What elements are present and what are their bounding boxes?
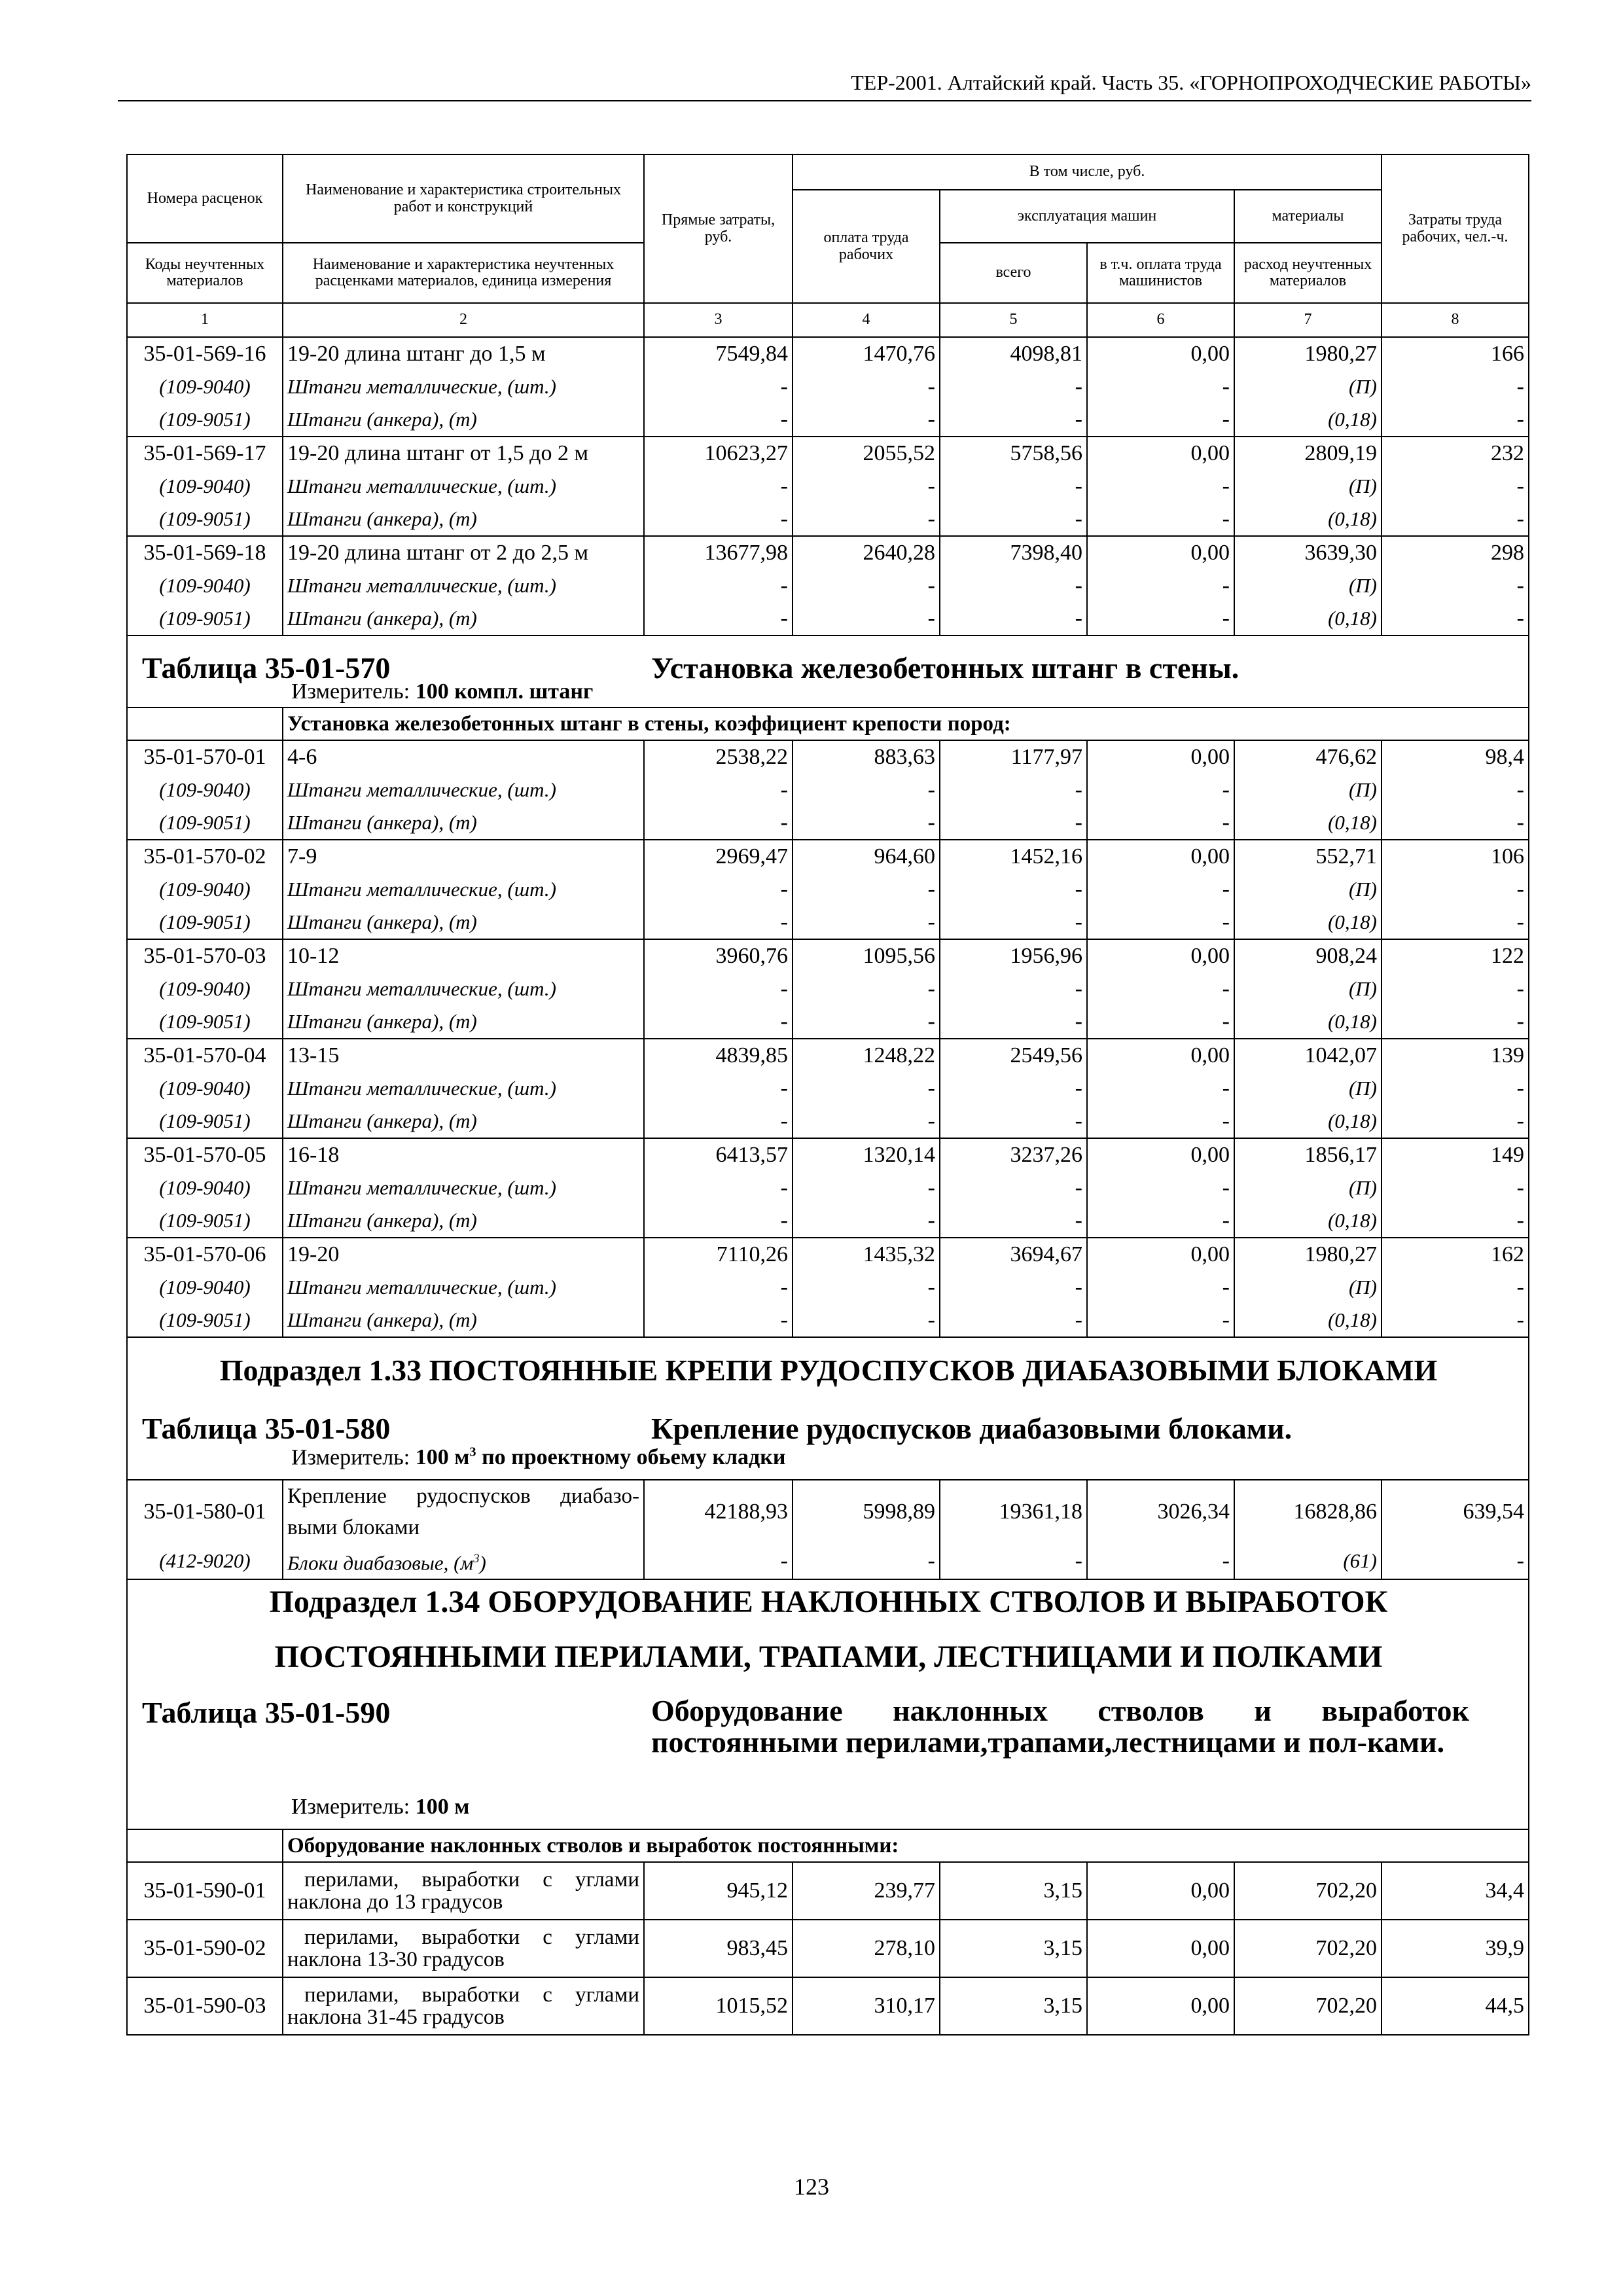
- value-cell: 1956,96: [940, 939, 1087, 973]
- col-total: всего: [940, 243, 1087, 303]
- table-580-label: Таблица 35-01-580: [142, 1412, 391, 1445]
- material-consumption: (П): [1234, 470, 1382, 503]
- subsection-133: [127, 1337, 1529, 1480]
- rate-row-580: 35-01-580-01 Крепление рудоспусков диабазо-выми блоками 42188,93 5998,89 19361,18 3026,34 16828,86 639,54 (412-9020) Блоки диабазовые, $(м^3)$ - - - - (61) -: [127, 1480, 1529, 1579]
- material-code: (109-9051): [127, 806, 283, 840]
- material-consumption: (П): [1234, 1271, 1382, 1304]
- rate-name: 7-9: [283, 840, 644, 873]
- dash-cell: -: [1382, 1005, 1529, 1039]
- col-mat-names: Наименование и характеристика неучтенных расценками материалов, единица измерения: [283, 243, 644, 303]
- material-code: (109-9040): [127, 1072, 283, 1105]
- col-mat-codes: Коды неучтенных материалов: [127, 243, 283, 303]
- dash-cell: -: [1382, 470, 1529, 503]
- material-consumption: (П): [1234, 569, 1382, 602]
- material-name: Блоки диабазовые, $(м^3)$: [283, 1543, 644, 1579]
- dash-cell: -: [644, 1204, 793, 1238]
- dash-cell: -: [793, 503, 940, 536]
- material-name: Штанги металлические, (шт.): [283, 873, 644, 906]
- value-cell: 2055,52: [793, 437, 940, 470]
- dash-cell: -: [644, 403, 793, 437]
- dash-cell: -: [940, 403, 1087, 437]
- rate-name: перилами, выработки с углами наклона до 13 градусов: [283, 1862, 644, 1920]
- material-consumption: (0,18): [1234, 403, 1382, 437]
- dash-cell: -: [1087, 873, 1234, 906]
- dash-cell: -: [793, 906, 940, 939]
- dash-cell: -: [1087, 503, 1234, 536]
- dash-cell: -: [1087, 470, 1234, 503]
- dash-cell: -: [940, 973, 1087, 1005]
- material-code: (109-9051): [127, 1204, 283, 1238]
- material-name: Штанги металлические, (шт.): [283, 1072, 644, 1105]
- value-cell: 0,00: [1087, 939, 1234, 973]
- value-cell: 0,00: [1087, 337, 1234, 370]
- table-header: [127, 154, 1529, 337]
- dash-cell: -: [940, 503, 1087, 536]
- dash-cell: -: [644, 569, 793, 602]
- material-code: (109-9040): [127, 973, 283, 1005]
- col-unaccounted-mat: расход неучтенных материалов: [1234, 243, 1382, 303]
- value-cell: 476,62: [1234, 740, 1382, 774]
- value-cell: 149: [1382, 1138, 1529, 1172]
- table-570-heading: [127, 636, 1529, 740]
- material-name: Штанги (анкера), (т): [283, 602, 644, 636]
- value-cell: 34,4: [1382, 1862, 1529, 1920]
- material-code: (109-9040): [127, 1172, 283, 1204]
- col-direct-costs: Прямые затраты, руб.: [644, 154, 793, 303]
- dash-cell: -: [1382, 503, 1529, 536]
- dash-cell: -: [1087, 973, 1234, 1005]
- rate-code: 35-01-570-05: [127, 1138, 283, 1172]
- rate-code: 35-01-570-04: [127, 1039, 283, 1072]
- dash-cell: -: [1087, 569, 1234, 602]
- dash-cell: -: [940, 1005, 1087, 1039]
- table-590-meter: Измеритель: 100 м: [291, 1795, 470, 1820]
- dash-cell: -: [644, 806, 793, 840]
- value-cell: 106: [1382, 840, 1529, 873]
- value-cell: 983,45: [644, 1920, 793, 1977]
- dash-cell: -: [940, 873, 1087, 906]
- material-consumption: (П): [1234, 370, 1382, 403]
- page-number: 123: [794, 2174, 829, 2200]
- value-cell: 945,12: [644, 1862, 793, 1920]
- dash-cell: -: [644, 973, 793, 1005]
- rate-row-group: [127, 740, 1529, 840]
- rates-table: [126, 154, 1529, 2036]
- material-name: Штанги металлические, (шт.): [283, 1271, 644, 1304]
- dash-cell: -: [940, 470, 1087, 503]
- dash-cell: -: [793, 1105, 940, 1138]
- value-cell: 1980,27: [1234, 337, 1382, 370]
- rate-name: 19-20 длина штанг от 1,5 до 2 м: [283, 437, 644, 470]
- value-cell: 2549,56: [940, 1039, 1087, 1072]
- dash-cell: -: [1087, 774, 1234, 806]
- value-cell: 98,4: [1382, 740, 1529, 774]
- value-cell: 2538,22: [644, 740, 793, 774]
- rate-row-group: [127, 840, 1529, 939]
- material-name: Штанги металлические, (шт.): [283, 470, 644, 503]
- col-labor-costs: Затраты труда рабочих, чел.-ч.: [1382, 154, 1529, 303]
- value-cell: 232: [1382, 437, 1529, 470]
- value-cell: 278,10: [793, 1920, 940, 1977]
- rate-code: 35-01-570-03: [127, 939, 283, 973]
- material-consumption: (П): [1234, 774, 1382, 806]
- dash-cell: -: [1087, 1072, 1234, 1105]
- dash-cell: -: [940, 806, 1087, 840]
- material-code: (109-9051): [127, 1105, 283, 1138]
- table-570-meter: Измеритель: 100 компл. штанг: [291, 679, 594, 704]
- rate-row-group: [127, 1039, 1529, 1138]
- rate-name: перилами, выработки с углами наклона 13-30 градусов: [283, 1920, 644, 1977]
- material-consumption: (0,18): [1234, 906, 1382, 939]
- material-code: (109-9051): [127, 906, 283, 939]
- dash-cell: -: [793, 370, 940, 403]
- material-name: Штанги (анкера), (т): [283, 403, 644, 437]
- material-code: (109-9051): [127, 403, 283, 437]
- rate-row-group: [127, 1238, 1529, 1337]
- dash-cell: -: [793, 1005, 940, 1039]
- material-consumption: (0,18): [1234, 1005, 1382, 1039]
- value-cell: 239,77: [793, 1862, 940, 1920]
- dash-cell: -: [1087, 1304, 1234, 1337]
- rate-name: 4-6: [283, 740, 644, 774]
- dash-cell: -: [644, 873, 793, 906]
- subsection-134: [127, 1579, 1529, 1862]
- value-cell: 6413,57: [644, 1138, 793, 1172]
- value-cell: 1980,27: [1234, 1238, 1382, 1271]
- table-570-label: Таблица 35-01-570: [142, 651, 391, 685]
- dash-cell: -: [1382, 873, 1529, 906]
- dash-cell: -: [940, 1304, 1087, 1337]
- value-cell: 1320,14: [793, 1138, 940, 1172]
- material-consumption: (П): [1234, 1072, 1382, 1105]
- dash-cell: -: [793, 470, 940, 503]
- dash-cell: -: [1087, 806, 1234, 840]
- dash-cell: -: [1382, 403, 1529, 437]
- dash-cell: -: [644, 602, 793, 636]
- material-code: (109-9040): [127, 470, 283, 503]
- rate-row-group: [127, 536, 1529, 636]
- dash-cell: -: [1382, 973, 1529, 1005]
- material-name: Штанги металлические, (шт.): [283, 973, 644, 1005]
- rate-code: 35-01-570-06: [127, 1238, 283, 1271]
- rate-code: 35-01-570-01: [127, 740, 283, 774]
- value-cell: 0,00: [1087, 437, 1234, 470]
- dash-cell: -: [1382, 1204, 1529, 1238]
- material-consumption: (П): [1234, 1172, 1382, 1204]
- dash-cell: -: [793, 569, 940, 602]
- rate-code: 35-01-569-17: [127, 437, 283, 470]
- value-cell: 1248,22: [793, 1039, 940, 1072]
- col-rate-no: Номера расценок: [127, 154, 283, 243]
- value-cell: 1452,16: [940, 840, 1087, 873]
- material-name: Штанги металлические, (шт.): [283, 370, 644, 403]
- value-cell: 3237,26: [940, 1138, 1087, 1172]
- material-name: Штанги (анкера), (т): [283, 503, 644, 536]
- dash-cell: -: [1382, 1105, 1529, 1138]
- dash-cell: -: [644, 1271, 793, 1304]
- rate-row-group: [127, 1138, 1529, 1238]
- dash-cell: -: [644, 1072, 793, 1105]
- col-machinist-pay: в т.ч. оплата труда машинистов: [1087, 243, 1234, 303]
- material-code: (109-9040): [127, 774, 283, 806]
- value-cell: 1177,97: [940, 740, 1087, 774]
- material-code: (109-9051): [127, 1304, 283, 1337]
- value-cell: 4098,81: [940, 337, 1087, 370]
- rate-name: перилами, выработки с углами наклона 31-45 градусов: [283, 1977, 644, 2035]
- value-cell: 552,71: [1234, 840, 1382, 873]
- rate-name: 16-18: [283, 1138, 644, 1172]
- rate-name: 19-20 длина штанг до 1,5 м: [283, 337, 644, 370]
- subsection-134-line2: ПОСТОЯННЫМИ ПЕРИЛАМИ, ТРАПАМИ, ЛЕСТНИЦАМИ И ПОЛКАМИ: [274, 1640, 1383, 1675]
- rate-code: 35-01-590-03: [127, 1977, 283, 2035]
- value-cell: 162: [1382, 1238, 1529, 1271]
- material-consumption: (0,18): [1234, 806, 1382, 840]
- material-consumption: (0,18): [1234, 1304, 1382, 1337]
- value-cell: 166: [1382, 337, 1529, 370]
- table-590-group-head: Оборудование наклонных стволов и выработок постоянными:: [283, 1829, 1529, 1862]
- dash-cell: -: [793, 602, 940, 636]
- value-cell: 964,60: [793, 840, 940, 873]
- material-consumption: (П): [1234, 973, 1382, 1005]
- dash-cell: -: [940, 1072, 1087, 1105]
- value-cell: 1856,17: [1234, 1138, 1382, 1172]
- material-code: (109-9040): [127, 873, 283, 906]
- dash-cell: -: [644, 1172, 793, 1204]
- rate-name: 19-20: [283, 1238, 644, 1271]
- dash-cell: -: [793, 873, 940, 906]
- material-code: (109-9051): [127, 1005, 283, 1039]
- value-cell: 0,00: [1087, 536, 1234, 569]
- material-name: Штанги металлические, (шт.): [283, 774, 644, 806]
- rate-code: 35-01-570-02: [127, 840, 283, 873]
- material-name: Штанги металлические, (шт.): [283, 569, 644, 602]
- dash-cell: -: [1382, 602, 1529, 636]
- rate-row-group: [127, 437, 1529, 536]
- value-cell: 0,00: [1087, 1862, 1234, 1920]
- value-cell: 39,9: [1382, 1920, 1529, 1977]
- dash-cell: -: [940, 1105, 1087, 1138]
- dash-cell: -: [793, 403, 940, 437]
- value-cell: 1095,56: [793, 939, 940, 973]
- dash-cell: -: [1382, 1072, 1529, 1105]
- value-cell: 2969,47: [644, 840, 793, 873]
- dash-cell: -: [1087, 1204, 1234, 1238]
- rate-name: Крепление рудоспусков диабазо-выми блоками: [283, 1480, 644, 1543]
- value-cell: 10623,27: [644, 437, 793, 470]
- dash-cell: -: [793, 1172, 940, 1204]
- value-cell: 883,63: [793, 740, 940, 774]
- material-consumption: (0,18): [1234, 1204, 1382, 1238]
- dash-cell: -: [644, 503, 793, 536]
- running-header: ТЕР-2001. Алтайский край. Часть 35. «ГОРНОПРОХОДЧЕСКИЕ РАБОТЫ»: [118, 71, 1531, 101]
- material-code: (109-9040): [127, 370, 283, 403]
- dash-cell: -: [1087, 1005, 1234, 1039]
- value-cell: 1435,32: [793, 1238, 940, 1271]
- material-code: (109-9051): [127, 503, 283, 536]
- value-cell: 702,20: [1234, 1920, 1382, 1977]
- col-including: В том числе, руб.: [793, 154, 1382, 190]
- dash-cell: -: [1087, 370, 1234, 403]
- value-cell: 702,20: [1234, 1977, 1382, 2035]
- dash-cell: -: [793, 973, 940, 1005]
- material-code: (109-9040): [127, 569, 283, 602]
- col-labor-pay: оплата труда рабочих: [793, 190, 940, 303]
- material-code: (109-9051): [127, 602, 283, 636]
- dash-cell: -: [1382, 1271, 1529, 1304]
- dash-cell: -: [793, 1204, 940, 1238]
- col-materials: материалы: [1234, 190, 1382, 243]
- subsection-134-line1: Подраздел 1.34 ОБОРУДОВАНИЕ НАКЛОННЫХ СТВОЛОВ И ВЫРАБОТОК: [269, 1585, 1388, 1620]
- dash-cell: -: [644, 1304, 793, 1337]
- value-cell: 0,00: [1087, 740, 1234, 774]
- value-cell: 3,15: [940, 1862, 1087, 1920]
- dash-cell: -: [1087, 602, 1234, 636]
- value-cell: 2640,28: [793, 536, 940, 569]
- dash-cell: -: [1382, 1304, 1529, 1337]
- dash-cell: -: [1087, 906, 1234, 939]
- material-name: Штанги (анкера), (т): [283, 906, 644, 939]
- material-name: Штанги (анкера), (т): [283, 1304, 644, 1337]
- material-consumption: (0,18): [1234, 1105, 1382, 1138]
- value-cell: 298: [1382, 536, 1529, 569]
- value-cell: 908,24: [1234, 939, 1382, 973]
- dash-cell: -: [940, 602, 1087, 636]
- value-cell: 122: [1382, 939, 1529, 973]
- dash-cell: -: [644, 906, 793, 939]
- rate-code: 35-01-580-01: [127, 1480, 283, 1543]
- value-cell: 0,00: [1087, 1039, 1234, 1072]
- dash-cell: -: [644, 370, 793, 403]
- table-570-title: Установка железобетонных штанг в стены.: [651, 651, 1240, 685]
- rate-code: 35-01-569-16: [127, 337, 283, 370]
- dash-cell: -: [1382, 774, 1529, 806]
- table-580-title: Крепление рудоспусков диабазовыми блоками.: [651, 1412, 1293, 1445]
- rate-code: 35-01-569-18: [127, 536, 283, 569]
- value-cell: 1042,07: [1234, 1039, 1382, 1072]
- dash-cell: -: [793, 1304, 940, 1337]
- dash-cell: -: [644, 774, 793, 806]
- dash-cell: -: [940, 1271, 1087, 1304]
- material-name: Штанги металлические, (шт.): [283, 1172, 644, 1204]
- column-numbers: 1 2 3 4 5 6 7 8: [127, 303, 1529, 337]
- value-cell: 7549,84: [644, 337, 793, 370]
- dash-cell: -: [644, 1005, 793, 1039]
- value-cell: 4839,85: [644, 1039, 793, 1072]
- value-cell: 1015,52: [644, 1977, 793, 2035]
- material-code: (412-9020): [127, 1543, 283, 1579]
- table-580-meter: Измеритель: 100 $м^3$ по проектному обьему кладки: [291, 1445, 786, 1470]
- material-name: Штанги (анкера), (т): [283, 1005, 644, 1039]
- col-work-name: Наименование и характеристика строительных работ и конструкций: [283, 154, 644, 243]
- rate-name: 19-20 длина штанг от 2 до 2,5 м: [283, 536, 644, 569]
- rate-rows-590: [127, 1862, 1529, 2035]
- value-cell: 13677,98: [644, 536, 793, 569]
- dash-cell: -: [644, 470, 793, 503]
- dash-cell: -: [793, 1271, 940, 1304]
- table-570-group-head: Установка железобетонных штанг в стены, коэффициент крепости пород:: [283, 708, 1529, 740]
- value-cell: 310,17: [793, 1977, 940, 2035]
- material-name: Штанги (анкера), (т): [283, 1204, 644, 1238]
- value-cell: 44,5: [1382, 1977, 1529, 2035]
- value-cell: 5758,56: [940, 437, 1087, 470]
- dash-cell: -: [793, 774, 940, 806]
- rate-row-group: [127, 337, 1529, 437]
- dash-cell: -: [1382, 806, 1529, 840]
- value-cell: 0,00: [1087, 1977, 1234, 2035]
- dash-cell: -: [940, 569, 1087, 602]
- dash-cell: -: [793, 806, 940, 840]
- value-cell: 3960,76: [644, 939, 793, 973]
- value-cell: 0,00: [1087, 840, 1234, 873]
- value-cell: 7110,26: [644, 1238, 793, 1271]
- value-cell: 2809,19: [1234, 437, 1382, 470]
- dash-cell: -: [940, 906, 1087, 939]
- dash-cell: -: [940, 370, 1087, 403]
- material-name: Штанги (анкера), (т): [283, 806, 644, 840]
- rate-row-group: [127, 939, 1529, 1039]
- value-cell: 3,15: [940, 1977, 1087, 2035]
- material-consumption: (0,18): [1234, 602, 1382, 636]
- value-cell: 0,00: [1087, 1238, 1234, 1271]
- material-name: Штанги (анкера), (т): [283, 1105, 644, 1138]
- value-cell: 3639,30: [1234, 536, 1382, 569]
- dash-cell: -: [1382, 1172, 1529, 1204]
- material-code: (109-9040): [127, 1271, 283, 1304]
- value-cell: 0,00: [1087, 1138, 1234, 1172]
- table-590-label: Таблица 35-01-590: [142, 1696, 391, 1730]
- dash-cell: -: [1087, 1271, 1234, 1304]
- rate-name: 10-12: [283, 939, 644, 973]
- rate-name: 13-15: [283, 1039, 644, 1072]
- value-cell: 0,00: [1087, 1920, 1234, 1977]
- dash-cell: -: [644, 1105, 793, 1138]
- value-cell: 702,20: [1234, 1862, 1382, 1920]
- value-cell: 7398,40: [940, 536, 1087, 569]
- dash-cell: -: [1382, 906, 1529, 939]
- dash-cell: -: [1087, 1105, 1234, 1138]
- value-cell: 3,15: [940, 1920, 1087, 1977]
- dash-cell: -: [940, 1172, 1087, 1204]
- value-cell: 139: [1382, 1039, 1529, 1072]
- rate-code: 35-01-590-01: [127, 1862, 283, 1920]
- rate-code: 35-01-590-02: [127, 1920, 283, 1977]
- dash-cell: -: [940, 774, 1087, 806]
- dash-cell: -: [1087, 403, 1234, 437]
- dash-cell: -: [1382, 569, 1529, 602]
- dash-cell: -: [793, 1072, 940, 1105]
- dash-cell: -: [940, 1204, 1087, 1238]
- material-consumption: (П): [1234, 873, 1382, 906]
- subsection-133-title: Подраздел 1.33 ПОСТОЯННЫЕ КРЕПИ РУДОСПУСКОВ ДИАБАЗОВЫМИ БЛОКАМИ: [219, 1354, 1438, 1387]
- material-consumption: (0,18): [1234, 503, 1382, 536]
- value-cell: 1470,76: [793, 337, 940, 370]
- table-590-title: Оборудование наклонных стволов и выработок постоянными перилами,трапами,лестницами и пол-ками.: [651, 1694, 1469, 1759]
- dash-cell: -: [1382, 370, 1529, 403]
- dash-cell: -: [1087, 1172, 1234, 1204]
- col-machine-op: эксплуатация машин: [940, 190, 1234, 243]
- value-cell: 3694,67: [940, 1238, 1087, 1271]
